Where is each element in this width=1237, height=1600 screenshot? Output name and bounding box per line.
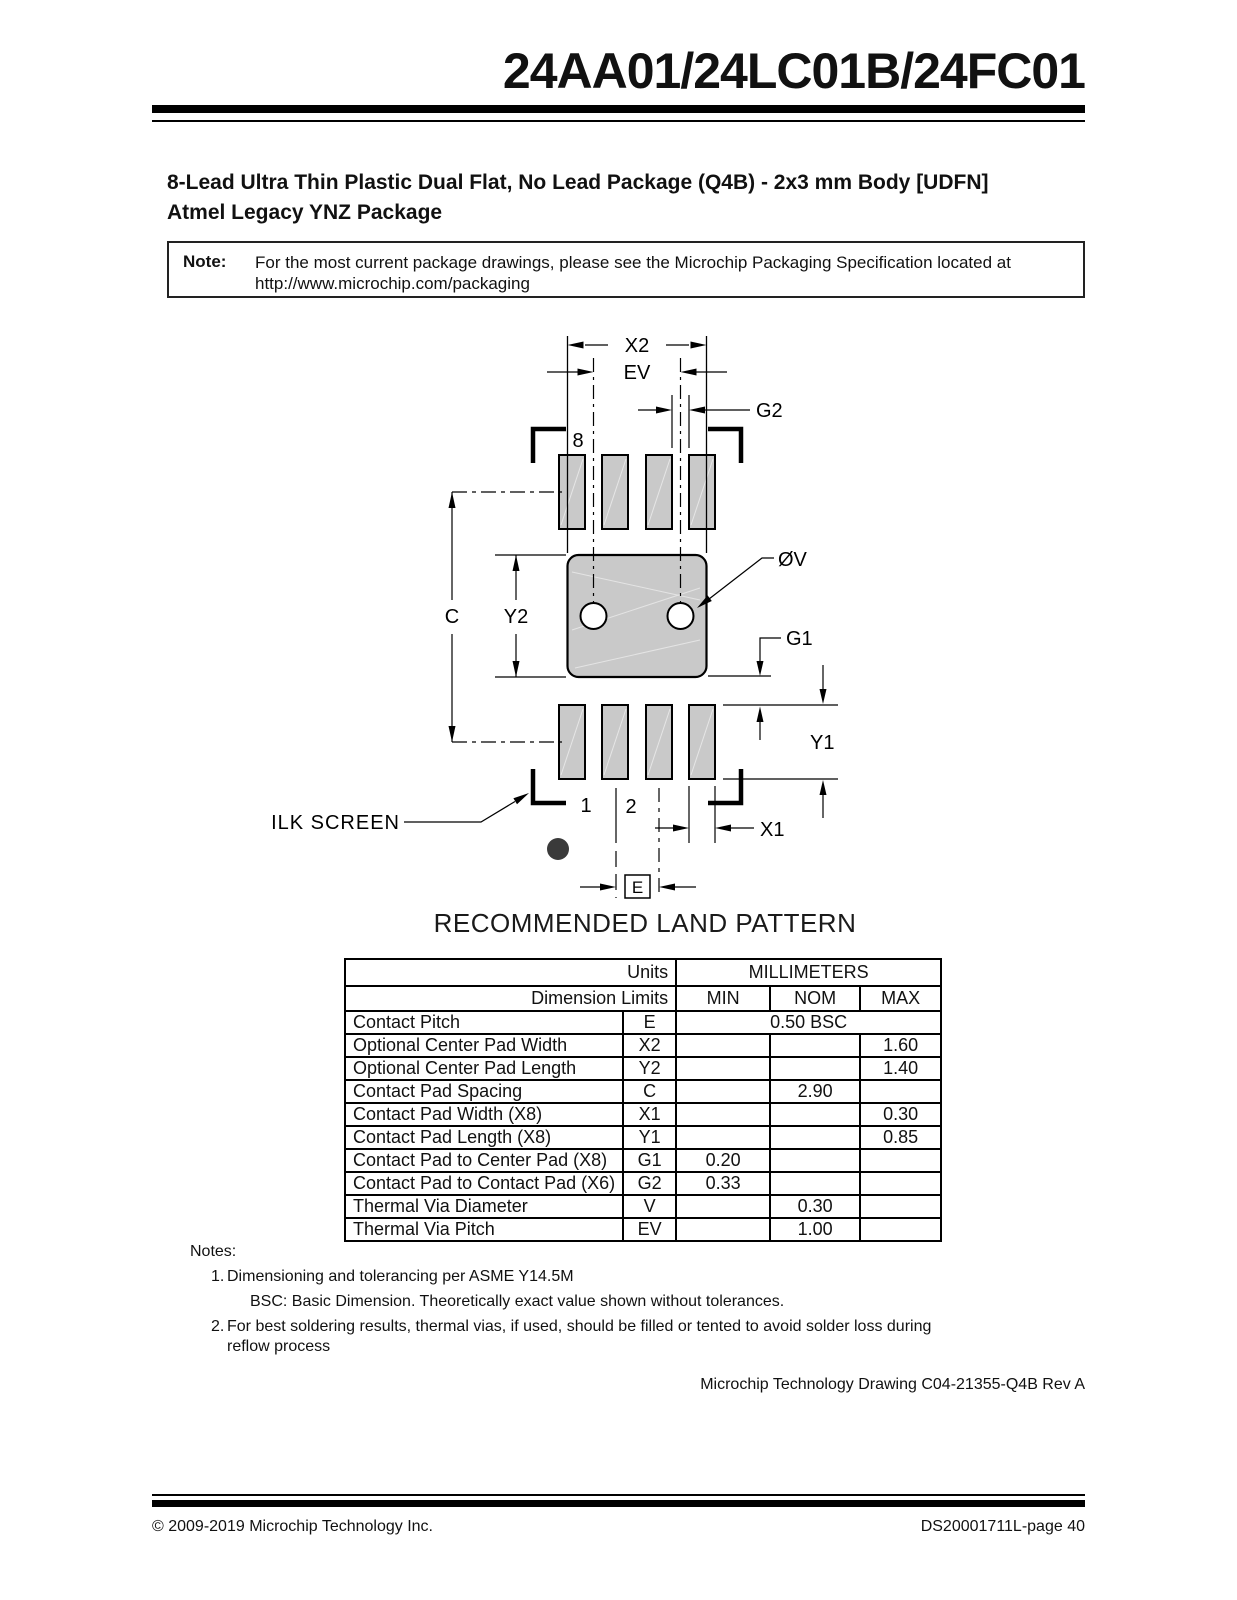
table-row: [345, 1172, 941, 1195]
footer-page-number: DS20001711L-page 40: [920, 1518, 1085, 1535]
col-min-header: MIN: [676, 986, 770, 1011]
thermal-via-right: [668, 603, 694, 629]
dim-min-cell: [676, 1126, 770, 1149]
dim-sym-cell: X1: [623, 1103, 676, 1126]
units-label-cell: Units: [345, 959, 676, 986]
dim-sym-cell: Y1: [623, 1126, 676, 1149]
footer-rule-thin: [152, 1494, 1085, 1496]
dim-min-cell: [676, 1218, 770, 1241]
dimension-table: [344, 958, 942, 1242]
table-row: [345, 1149, 941, 1172]
dim-sym-cell: G2: [623, 1172, 676, 1195]
thermal-via-left: [581, 603, 607, 629]
dim-sym-cell: X2: [623, 1034, 676, 1057]
pin1-label: 1: [580, 795, 592, 817]
dim-max-cell: 0.85: [860, 1126, 941, 1149]
dim-sym-cell: V: [623, 1195, 676, 1218]
dim-g2: [638, 395, 750, 448]
dim-min-cell: 0.20: [676, 1149, 770, 1172]
table-row: [345, 1011, 941, 1034]
table-row: [345, 1103, 941, 1126]
dim-label-c: C: [444, 606, 460, 628]
dim-sym-cell: Y2: [623, 1057, 676, 1080]
dim-min-cell: [676, 1057, 770, 1080]
note-label: Note:: [183, 252, 227, 271]
dim-max-cell: [860, 1149, 941, 1172]
note-text-line2: http://www.microchip.com/packaging: [255, 274, 530, 293]
silkscreen-callout: [404, 793, 529, 822]
dim-sym-cell: EV: [623, 1218, 676, 1241]
table-row-limits: [345, 986, 941, 1011]
dim-min-cell: [676, 1080, 770, 1103]
note1-number: 1.: [211, 1268, 225, 1285]
table-row: [345, 1126, 941, 1149]
drawing-caption: RECOMMENDED LAND PATTERN: [433, 908, 857, 938]
dim-label-g1: G1: [786, 628, 813, 650]
note2-text-line2: reflow process: [227, 1338, 331, 1355]
dim-max-cell: 1.40: [860, 1057, 941, 1080]
dim-name-cell: Contact Pad Width (X8): [345, 1103, 623, 1126]
dim-name-cell: Contact Pad Spacing: [345, 1080, 623, 1103]
silkscreen-label: SILK SCREEN: [270, 812, 400, 834]
dim-max-cell: [860, 1172, 941, 1195]
dim-label-e: E: [631, 878, 644, 897]
dim-name-cell: Optional Center Pad Length: [345, 1057, 623, 1080]
contact-pads-bottom: [559, 705, 715, 779]
dim-name-cell: Contact Pad to Center Pad (X8): [345, 1149, 623, 1172]
table-row-units: [345, 959, 941, 986]
dim-name-cell: Thermal Via Diameter: [345, 1195, 623, 1218]
dim-label-y2: Y2: [503, 606, 529, 628]
dim-max-cell: 1.60: [860, 1034, 941, 1057]
pin8-label: 8: [572, 430, 584, 452]
note2-text-line1: For best soldering results, thermal vias, if used, should be filled or tented to avoid solder loss during: [227, 1318, 932, 1335]
dim-name-cell: Contact Pad Length (X8): [345, 1126, 623, 1149]
dim-min-cell: [676, 1195, 770, 1218]
dim-max-cell: 0.30: [860, 1103, 941, 1126]
dim-min-cell: 0.33: [676, 1172, 770, 1195]
dim-nom-cell: [770, 1057, 860, 1080]
footer-copyright: © 2009-2019 Microchip Technology Inc.: [152, 1518, 433, 1535]
section-heading-line1: 8-Lead Ultra Thin Plastic Dual Flat, No Lead Package (Q4B) - 2x3 mm Body [UDFN]: [167, 171, 989, 194]
dim-sym-cell: C: [623, 1080, 676, 1103]
dim-limits-cell: Dimension Limits: [345, 986, 676, 1011]
dim-nom-cell: 0.30: [770, 1195, 860, 1218]
dim-name-cell: Optional Center Pad Width: [345, 1034, 623, 1057]
table-row: [345, 1034, 941, 1057]
dim-nom-cell: [770, 1126, 860, 1149]
dim-nom-cell: [770, 1149, 860, 1172]
dim-g1: [708, 638, 781, 740]
note1-text: Dimensioning and tolerancing per ASME Y14.5M: [227, 1268, 574, 1285]
note-box: [167, 241, 1085, 298]
table-row: [345, 1195, 941, 1218]
dim-nom-cell: [770, 1103, 860, 1126]
dim-min-cell: [676, 1034, 770, 1057]
dim-sym-cell: E: [623, 1011, 676, 1034]
land-pattern-svg: [270, 325, 870, 905]
note-text: [255, 252, 1065, 294]
dim-sym-cell: G1: [623, 1149, 676, 1172]
dim-label-x2: X2: [624, 335, 650, 357]
footer-rule-thick: [152, 1500, 1085, 1507]
section-heading: [167, 168, 1107, 228]
dim-label-x1: X1: [760, 819, 785, 841]
notes-title: Notes:: [190, 1243, 237, 1260]
note1-subtext: BSC: Basic Dimension. Theoretically exact value shown without tolerances.: [250, 1293, 785, 1310]
dim-label-ov: ØV: [778, 549, 807, 571]
dim-name-cell: Thermal Via Pitch: [345, 1218, 623, 1241]
contact-pads-top: [559, 455, 715, 529]
dim-name-cell: Contact Pitch: [345, 1011, 623, 1034]
table-row: [345, 1218, 941, 1241]
dim-nom-cell: [770, 1172, 860, 1195]
dim-name-cell: Contact Pad to Contact Pad (X6): [345, 1172, 623, 1195]
col-max-header: MAX: [860, 986, 941, 1011]
table-row: [345, 1057, 941, 1080]
note2-number: 2.: [211, 1318, 225, 1335]
drawing-credit: Microchip Technology Drawing C04-21355-Q4B Rev A: [700, 1376, 1085, 1393]
dim-max-cell: [860, 1195, 941, 1218]
dim-label-y1: Y1: [810, 732, 835, 754]
dim-ov: [697, 558, 774, 608]
section-heading-line2: Atmel Legacy YNZ Package: [167, 201, 443, 224]
pin2-label: 2: [625, 796, 637, 818]
header-rule-thin: [152, 120, 1085, 122]
dim-label-ev: EV: [623, 362, 651, 384]
dim-nom-cell: [770, 1034, 860, 1057]
col-nom-header: NOM: [770, 986, 860, 1011]
dim-max-cell: [860, 1218, 941, 1241]
dim-nom-cell: 1.00: [770, 1218, 860, 1241]
dim-min-cell: [676, 1103, 770, 1126]
land-pattern-drawing: [270, 325, 870, 905]
dim-label-g2: G2: [756, 400, 783, 422]
dim-max-cell: [860, 1080, 941, 1103]
note-text-line1: For the most current package drawings, please see the Microchip Packaging Specification located at: [255, 253, 1011, 272]
header-rule-thick: [152, 105, 1085, 113]
units-value-cell: MILLIMETERS: [676, 959, 941, 986]
dim-span-cell: 0.50 BSC: [676, 1011, 941, 1034]
page-title: 24AA01/24LC01B/24FC01: [502, 43, 1085, 99]
table-row: [345, 1080, 941, 1103]
dim-nom-cell: 2.90: [770, 1080, 860, 1103]
pin1-indicator-dot: [547, 838, 569, 860]
